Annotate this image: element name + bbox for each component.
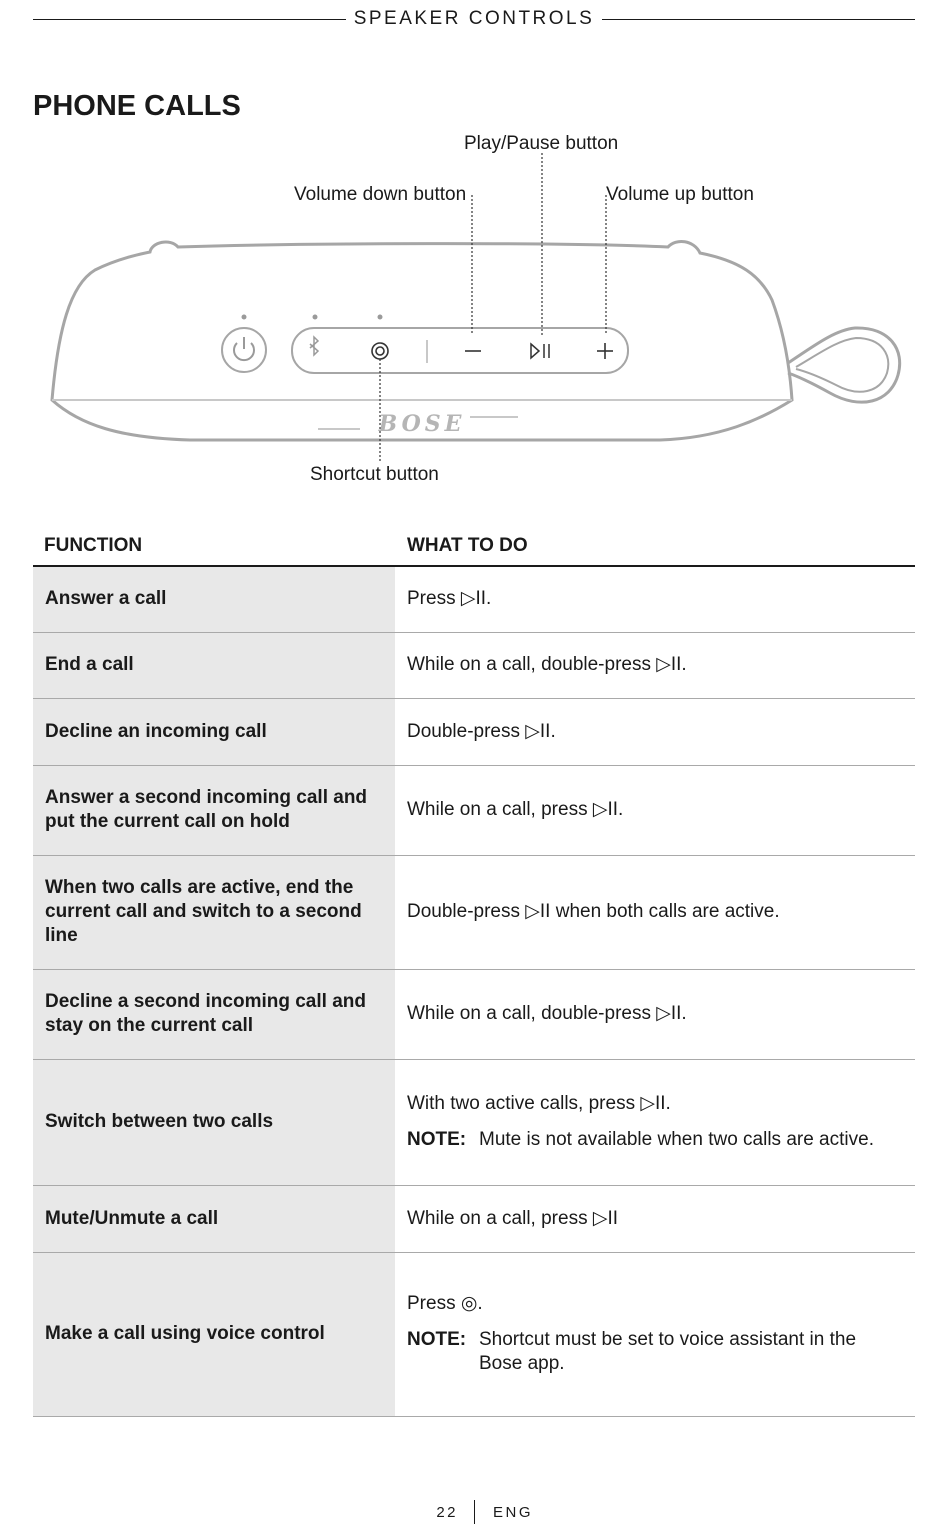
function-cell: Switch between two calls [33, 1059, 395, 1185]
instruction-cell: While on a call, double-press ▷II. [395, 632, 915, 698]
function-cell: Make a call using voice control [33, 1252, 395, 1416]
strap-outer [788, 328, 900, 402]
page-title: PHONE CALLS [33, 90, 241, 122]
table-row [33, 765, 915, 855]
note-label: NOTE: [407, 1329, 467, 1350]
control-bar [292, 328, 628, 373]
speaker-diagram [0, 125, 950, 495]
play-pause-callout: Play/Pause button [464, 133, 619, 154]
instruction-cell [395, 1252, 915, 1416]
instruction-text: Press ◎. [407, 1293, 483, 1314]
table-row [33, 1252, 915, 1416]
table-row [33, 1185, 915, 1252]
section-header: SPEAKER CONTROLS [346, 8, 603, 29]
table-row [33, 632, 915, 698]
speaker-illustration [0, 125, 950, 495]
function-cell: Mute/Unmute a call [33, 1185, 395, 1252]
footer-separator [474, 1500, 475, 1524]
phone-calls-table [33, 528, 915, 1417]
note [407, 1128, 903, 1152]
instruction-cell: Press ▷II. [395, 566, 915, 632]
instruction-cell: While on a call, press ▷II. [395, 765, 915, 855]
what-to-do-column-header: WHAT TO DO [395, 528, 915, 566]
function-cell: When two calls are active, end the current call and switch to a second line [33, 855, 395, 969]
shortcut-icon [372, 343, 388, 359]
table-row [33, 969, 915, 1059]
instruction-cell: Double-press ▷II when both calls are active. [395, 855, 915, 969]
volume-down-callout: Volume down button [294, 184, 467, 205]
power-button [222, 328, 266, 372]
page-footer [0, 1500, 950, 1526]
bluetooth-icon [310, 337, 318, 355]
volume-up-callout: Volume up button [606, 184, 754, 205]
instruction-cell: While on a call, double-press ▷II. [395, 969, 915, 1059]
play-pause-icon [531, 344, 539, 358]
function-cell: Answer a second incoming call and put the current call on hold [33, 765, 395, 855]
bluetooth-indicator-dot [313, 315, 318, 320]
function-cell: Decline an incoming call [33, 698, 395, 765]
power-indicator-dot [242, 315, 247, 320]
bose-logo: BOSE [378, 411, 466, 437]
note [407, 1328, 903, 1376]
instruction-cell: Double-press ▷II. [395, 698, 915, 765]
table-row [33, 855, 915, 969]
page-number: 22 [436, 1504, 458, 1521]
shortcut-callout: Shortcut button [310, 464, 439, 485]
language-code: ENG [493, 1504, 534, 1521]
note-text: Shortcut must be set to voice assistant in the Bose app. [479, 1329, 857, 1374]
instruction-cell: While on a call, press ▷II [395, 1185, 915, 1252]
table-header-row [33, 528, 915, 566]
instruction-text: With two active calls, press ▷II. [407, 1093, 671, 1114]
note-text: Mute is not available when two calls are active. [479, 1129, 874, 1150]
table-row [33, 1059, 915, 1185]
instruction-cell [395, 1059, 915, 1185]
table-row [33, 566, 915, 632]
shortcut-indicator-dot [378, 315, 383, 320]
function-column-header: FUNCTION [33, 528, 395, 566]
note-label: NOTE: [407, 1129, 467, 1150]
function-cell: Decline a second incoming call and stay on the current call [33, 969, 395, 1059]
table-row [33, 698, 915, 765]
function-cell: Answer a call [33, 566, 395, 632]
function-cell: End a call [33, 632, 395, 698]
page-header [33, 6, 915, 32]
